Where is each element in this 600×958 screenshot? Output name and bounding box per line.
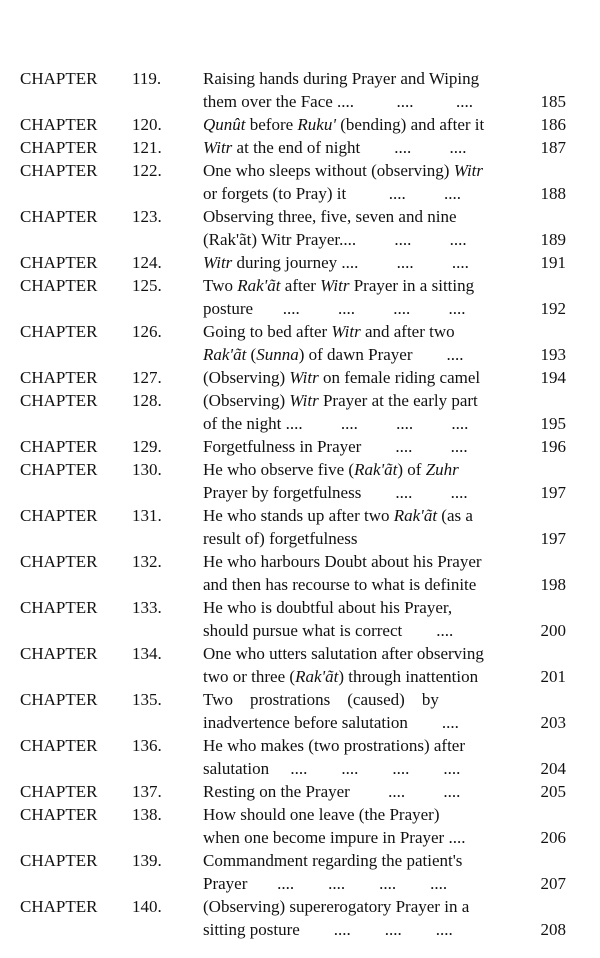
toc-entry-line [0,918,600,941]
chapter-number: 132. [132,552,162,571]
chapter-label: CHAPTER [20,805,98,824]
chapter-label: CHAPTER [20,897,98,916]
toc-entry [0,366,600,389]
toc-entry [0,320,600,366]
chapter-title: One who sleeps without (observing) Witr [203,161,484,180]
chapter-number: 119. [132,69,162,88]
chapter-title: Two prostrations (caused) by [203,690,439,709]
toc-entry [0,67,600,113]
chapter-label: CHAPTER [20,161,98,180]
chapter-title: of the night .... .... .... .... [203,414,469,433]
toc-entry [0,803,600,849]
chapter-label: CHAPTER [20,391,98,410]
page-number: 205 [540,782,566,801]
page-number: 197 [540,529,566,548]
chapter-title: Observing three, five, seven and nine [203,207,457,226]
chapter-number: 133. [132,598,162,617]
chapter-title: posture .... .... .... .... [203,299,466,318]
toc-entry-line [0,343,600,366]
page-number: 206 [540,828,566,847]
chapter-title: Commandment regarding the patient's [203,851,463,870]
chapter-label: CHAPTER [20,460,98,479]
chapter-title: inadvertence before salutation .... [203,713,459,732]
page-number: 197 [540,483,566,502]
toc-entry [0,849,600,895]
chapter-title: salutation .... .... .... .... [203,759,461,778]
toc-entry [0,159,600,205]
toc-entry-line [0,182,600,205]
chapter-title: them over the Face .... .... .... [203,92,474,111]
chapter-title: Going to bed after Witr and after two [203,322,455,341]
toc-entry [0,205,600,251]
toc-entry-line [0,757,600,780]
chapter-title: sitting posture .... .... .... [203,920,453,939]
chapter-label: CHAPTER [20,138,98,157]
chapter-label: CHAPTER [20,69,98,88]
toc-entry [0,435,600,458]
page-number: 195 [540,414,566,433]
chapter-number: 136. [132,736,162,755]
toc-entry-line [0,274,600,297]
chapter-title: when one become impure in Prayer .... [203,828,466,847]
chapter-number: 122. [132,161,162,180]
toc-entry-line [0,90,600,113]
toc-entry-line [0,159,600,182]
chapter-number: 127. [132,368,162,387]
chapter-title: Resting on the Prayer .... .... [203,782,461,801]
page-number: 200 [540,621,566,640]
chapter-number: 125. [132,276,162,295]
toc-entry-line [0,665,600,688]
toc-entry [0,550,600,596]
chapter-number: 140. [132,897,162,916]
page-number: 201 [540,667,566,686]
chapter-label: CHAPTER [20,598,98,617]
toc-entry [0,274,600,320]
toc-entry-line [0,458,600,481]
chapter-label: CHAPTER [20,644,98,663]
toc-entry-line [0,642,600,665]
toc-entry-line [0,826,600,849]
toc-entry-line [0,136,600,159]
chapter-title: Witr at the end of night .... .... [203,138,467,157]
toc-entry-line [0,435,600,458]
toc-entry-line [0,481,600,504]
chapter-number: 131. [132,506,162,525]
chapter-title: Prayer .... .... .... .... [203,874,448,893]
chapter-label: CHAPTER [20,690,98,709]
toc-entry [0,734,600,780]
chapter-title: and then has recourse to what is definite [203,575,477,594]
chapter-number: 120. [132,115,162,134]
toc-entry-line [0,113,600,136]
chapter-label: CHAPTER [20,851,98,870]
page-number: 187 [540,138,566,157]
chapter-title: (Observing) supererogatory Prayer in a [203,897,470,916]
chapter-number: 121. [132,138,162,157]
toc-entry-line [0,780,600,803]
chapter-title: Prayer by forgetfulness .... .... [203,483,468,502]
toc-entry [0,113,600,136]
chapter-title: He who stands up after two Rak'ãt (as a [203,506,473,525]
chapter-label: CHAPTER [20,115,98,134]
chapter-label: CHAPTER [20,552,98,571]
chapter-title: He who makes (two prostrations) after [203,736,466,755]
page-number: 192 [540,299,566,318]
chapter-label: CHAPTER [20,322,98,341]
chapter-title: should pursue what is correct .... [203,621,454,640]
toc-entry [0,688,600,734]
chapter-title: (Observing) Witr Prayer at the early part [203,391,478,410]
toc-entry-line [0,389,600,412]
chapter-label: CHAPTER [20,782,98,801]
toc-entry-line [0,895,600,918]
toc-entry [0,251,600,274]
toc-entry [0,136,600,159]
toc-entry-line [0,412,600,435]
chapter-title: Rak'ãt (Sunna) of dawn Prayer .... [203,345,464,364]
page-number: 185 [540,92,566,111]
toc-entry [0,504,600,550]
chapter-number: 126. [132,322,162,341]
chapter-label: CHAPTER [20,276,98,295]
page-number: 203 [540,713,566,732]
page-number: 193 [540,345,566,364]
toc-entry-line [0,596,600,619]
toc-entry [0,642,600,688]
toc-entry-line [0,251,600,274]
page-number: 186 [540,115,566,134]
chapter-number: 137. [132,782,162,801]
toc-entry-line [0,550,600,573]
chapter-title: He who is doubtful about his Prayer, [203,598,453,617]
page-number: 194 [540,368,566,387]
chapter-title: result of) forgetfulness [203,529,358,548]
page-number: 191 [540,253,566,272]
chapter-label: CHAPTER [20,437,98,456]
chapter-title: Witr during journey .... .... .... [203,253,469,272]
toc-entry-line [0,67,600,90]
chapter-number: 135. [132,690,162,709]
page-number: 208 [540,920,566,939]
chapter-title: He who observe five (Rak'ãt) of Zuhr [203,460,459,479]
chapter-label: CHAPTER [20,253,98,272]
page-number: 189 [540,230,566,249]
chapter-title: Qunût before Ruku' (bending) and after it [203,115,485,134]
chapter-number: 129. [132,437,162,456]
toc-entry-line [0,228,600,251]
chapter-title: He who harbours Doubt about his Prayer [203,552,482,571]
toc-entry-line [0,504,600,527]
toc-entry-line [0,573,600,596]
toc-entry-line [0,803,600,826]
toc-entry [0,458,600,504]
toc-entry-line [0,205,600,228]
page-number: 188 [540,184,566,203]
chapter-title: How should one leave (the Prayer) [203,805,440,824]
chapter-label: CHAPTER [20,368,98,387]
toc-entry-line [0,366,600,389]
toc-entry-line [0,849,600,872]
page-number: 196 [540,437,566,456]
chapter-title: Raising hands during Prayer and Wiping [203,69,480,88]
page-number: 198 [540,575,566,594]
toc-entry-line [0,527,600,550]
toc-entry-line [0,872,600,895]
chapter-title: Forgetfulness in Prayer .... .... [203,437,468,456]
toc-entry-line [0,688,600,711]
chapter-label: CHAPTER [20,736,98,755]
toc-entry [0,389,600,435]
chapter-title: (Rak'ãt) Witr Prayer.... .... .... [203,230,467,249]
toc-entry-line [0,297,600,320]
toc-entry-line [0,711,600,734]
toc-entry-line [0,619,600,642]
chapter-number: 130. [132,460,162,479]
toc-entry [0,596,600,642]
chapter-number: 134. [132,644,162,663]
chapter-number: 128. [132,391,162,410]
toc-entry-line [0,734,600,757]
chapter-title: (Observing) Witr on female riding camel [203,368,481,387]
chapter-title: One who utters salutation after observing [203,644,484,663]
toc-entry [0,780,600,803]
page-number: 204 [540,759,566,778]
chapter-title: two or three (Rak'ãt) through inattention [203,667,479,686]
chapter-number: 124. [132,253,162,272]
chapter-label: CHAPTER [20,506,98,525]
chapter-number: 123. [132,207,162,226]
toc-entry-line [0,320,600,343]
chapter-title: Two Rak'ãt after Witr Prayer in a sitting [203,276,475,295]
chapter-number: 139. [132,851,162,870]
chapter-title: or forgets (to Pray) it .... .... [203,184,461,203]
toc-entry [0,895,600,941]
chapter-number: 138. [132,805,162,824]
page-number: 207 [540,874,566,893]
chapter-label: CHAPTER [20,207,98,226]
